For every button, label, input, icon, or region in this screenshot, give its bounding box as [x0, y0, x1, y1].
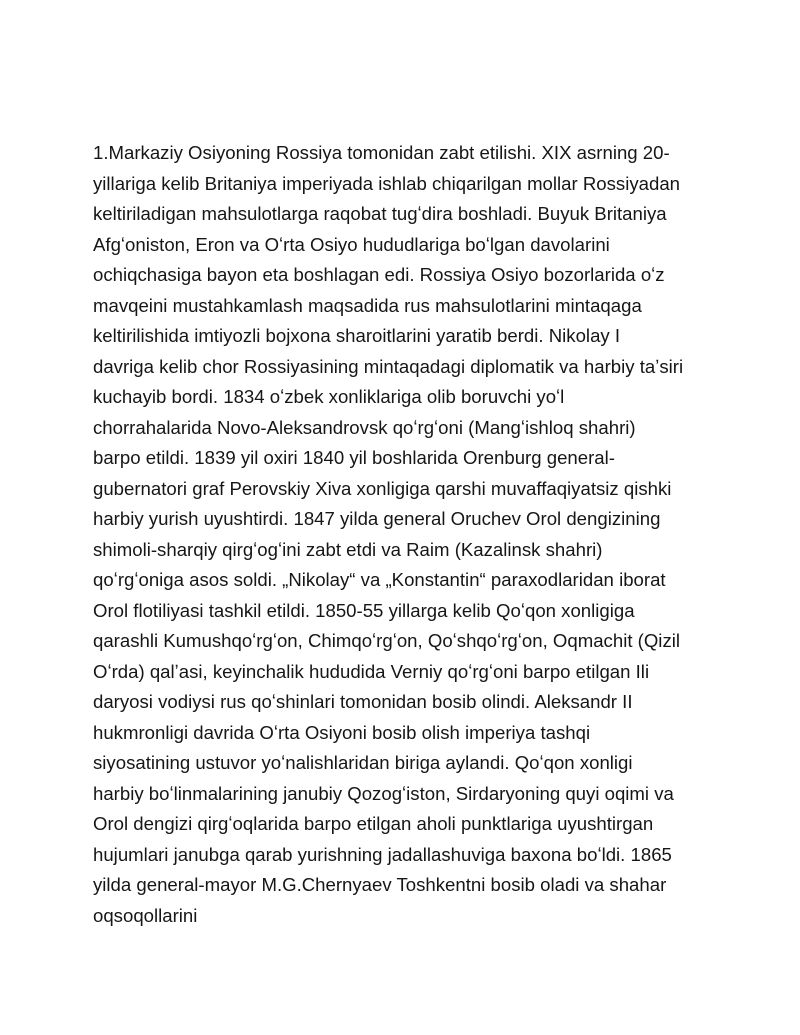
text-line: chorrahalarida Novo-Aleksandrovsk qoʻrgʻoni (Mangʻishloq shahri) [93, 416, 636, 438]
text-line: hujumlari janubga qarab yurishning jadallashuviga baxona boʻldi. 1865 [93, 843, 672, 865]
text-line: kuchayib bordi. 1834 oʻzbek xonliklariga olib boruvchi yoʻl [93, 386, 565, 407]
text-line: siyosatining ustuvor yoʻnalishlaridan biriga aylandi. Qoʻqon xonligi [93, 752, 633, 773]
body-paragraph [93, 138, 733, 931]
text-line: keltirilishida imtiyozli bojxona sharoitlarini yaratib berdi. Nikolay I [93, 325, 621, 346]
text-line: shimoli-sharqiy qirgʻogʻini zabt etdi va Raim (Kazalinsk shahri) [93, 538, 603, 560]
text-line: Oʻrda) qalʼasi, keyinchalik hududida Verniy qoʻrgʻoni barpo etilgan Ili [93, 660, 650, 682]
text-line: qoʻrgʻoniga asos soldi. „Nikolay“ va „Konstantin“ paraxodlaridan iborat [93, 569, 666, 590]
text-line: daryosi vodiysi rus qoʻshinlari tomonidan bosib olindi. Aleksandr II [93, 691, 633, 712]
text-line: Orol flotiliyasi tashkil etildi. 1850-55 yillarga kelib Qoʻqon xonligiga [93, 599, 635, 621]
text-line: harbiy boʻlinmalarining janubiy Qozogʻiston, Sirdaryoning quyi oqimi va [93, 782, 674, 804]
text-line: qarashli Kumushqoʻrgʻon, Chimqoʻrgʻon, Qoʻshqoʻrgʻon, Oqmachit (Qizil [93, 630, 681, 651]
text-line: Afgʻoniston, Eron va Oʻrta Osiyo hududlariga boʻlgan davolarini [93, 233, 610, 255]
text-line: oqsoqollarini [93, 904, 198, 926]
text-line: Orol dengizi qirgʻoqlarida barpo etilgan aholi punktlariga uyushtirgan [93, 813, 654, 834]
text-line: davriga kelib chor Rossiyasining mintaqadagi diplomatik va harbiy taʼsiri [93, 355, 684, 377]
text-line: yilda general-mayor M.G.Chernyaev Toshkentni bosib oladi va shahar [93, 874, 667, 895]
text-line: keltiriladigan mahsulotlarga raqobat tugʻdira boshladi. Buyuk Britaniya [93, 203, 667, 224]
text-line: harbiy yurish uyushtirdi. 1847 yilda general Oruchev Orol dengizining [93, 508, 661, 529]
text-line: 1.Markaziy Osiyoning Rossiya tomonidan zabt etilishi. XIX asrning 20- [93, 142, 670, 163]
text-line: yillariga kelib Britaniya imperiyada ishlab chiqarilgan mollar Rossiyadan [93, 172, 681, 194]
text-line: barpo etildi. 1839 yil oxiri 1840 yil boshlarida Orenburg general- [93, 447, 615, 468]
text-line: hukmronligi davrida Oʻrta Osiyoni bosib olish imperiya tashqi [93, 721, 591, 743]
text-line: gubernatori graf Perovskiy Xiva xonligiga qarshi muvaffaqiyatsiz qishki [93, 477, 672, 499]
text-line: ochiqchasiga bayon eta boshlagan edi. Rossiya Osiyo bozorlarida oʻz [93, 264, 665, 285]
text-line: mavqeini mustahkamlash maqsadida rus mahsulotlarini mintaqaga [93, 294, 642, 316]
